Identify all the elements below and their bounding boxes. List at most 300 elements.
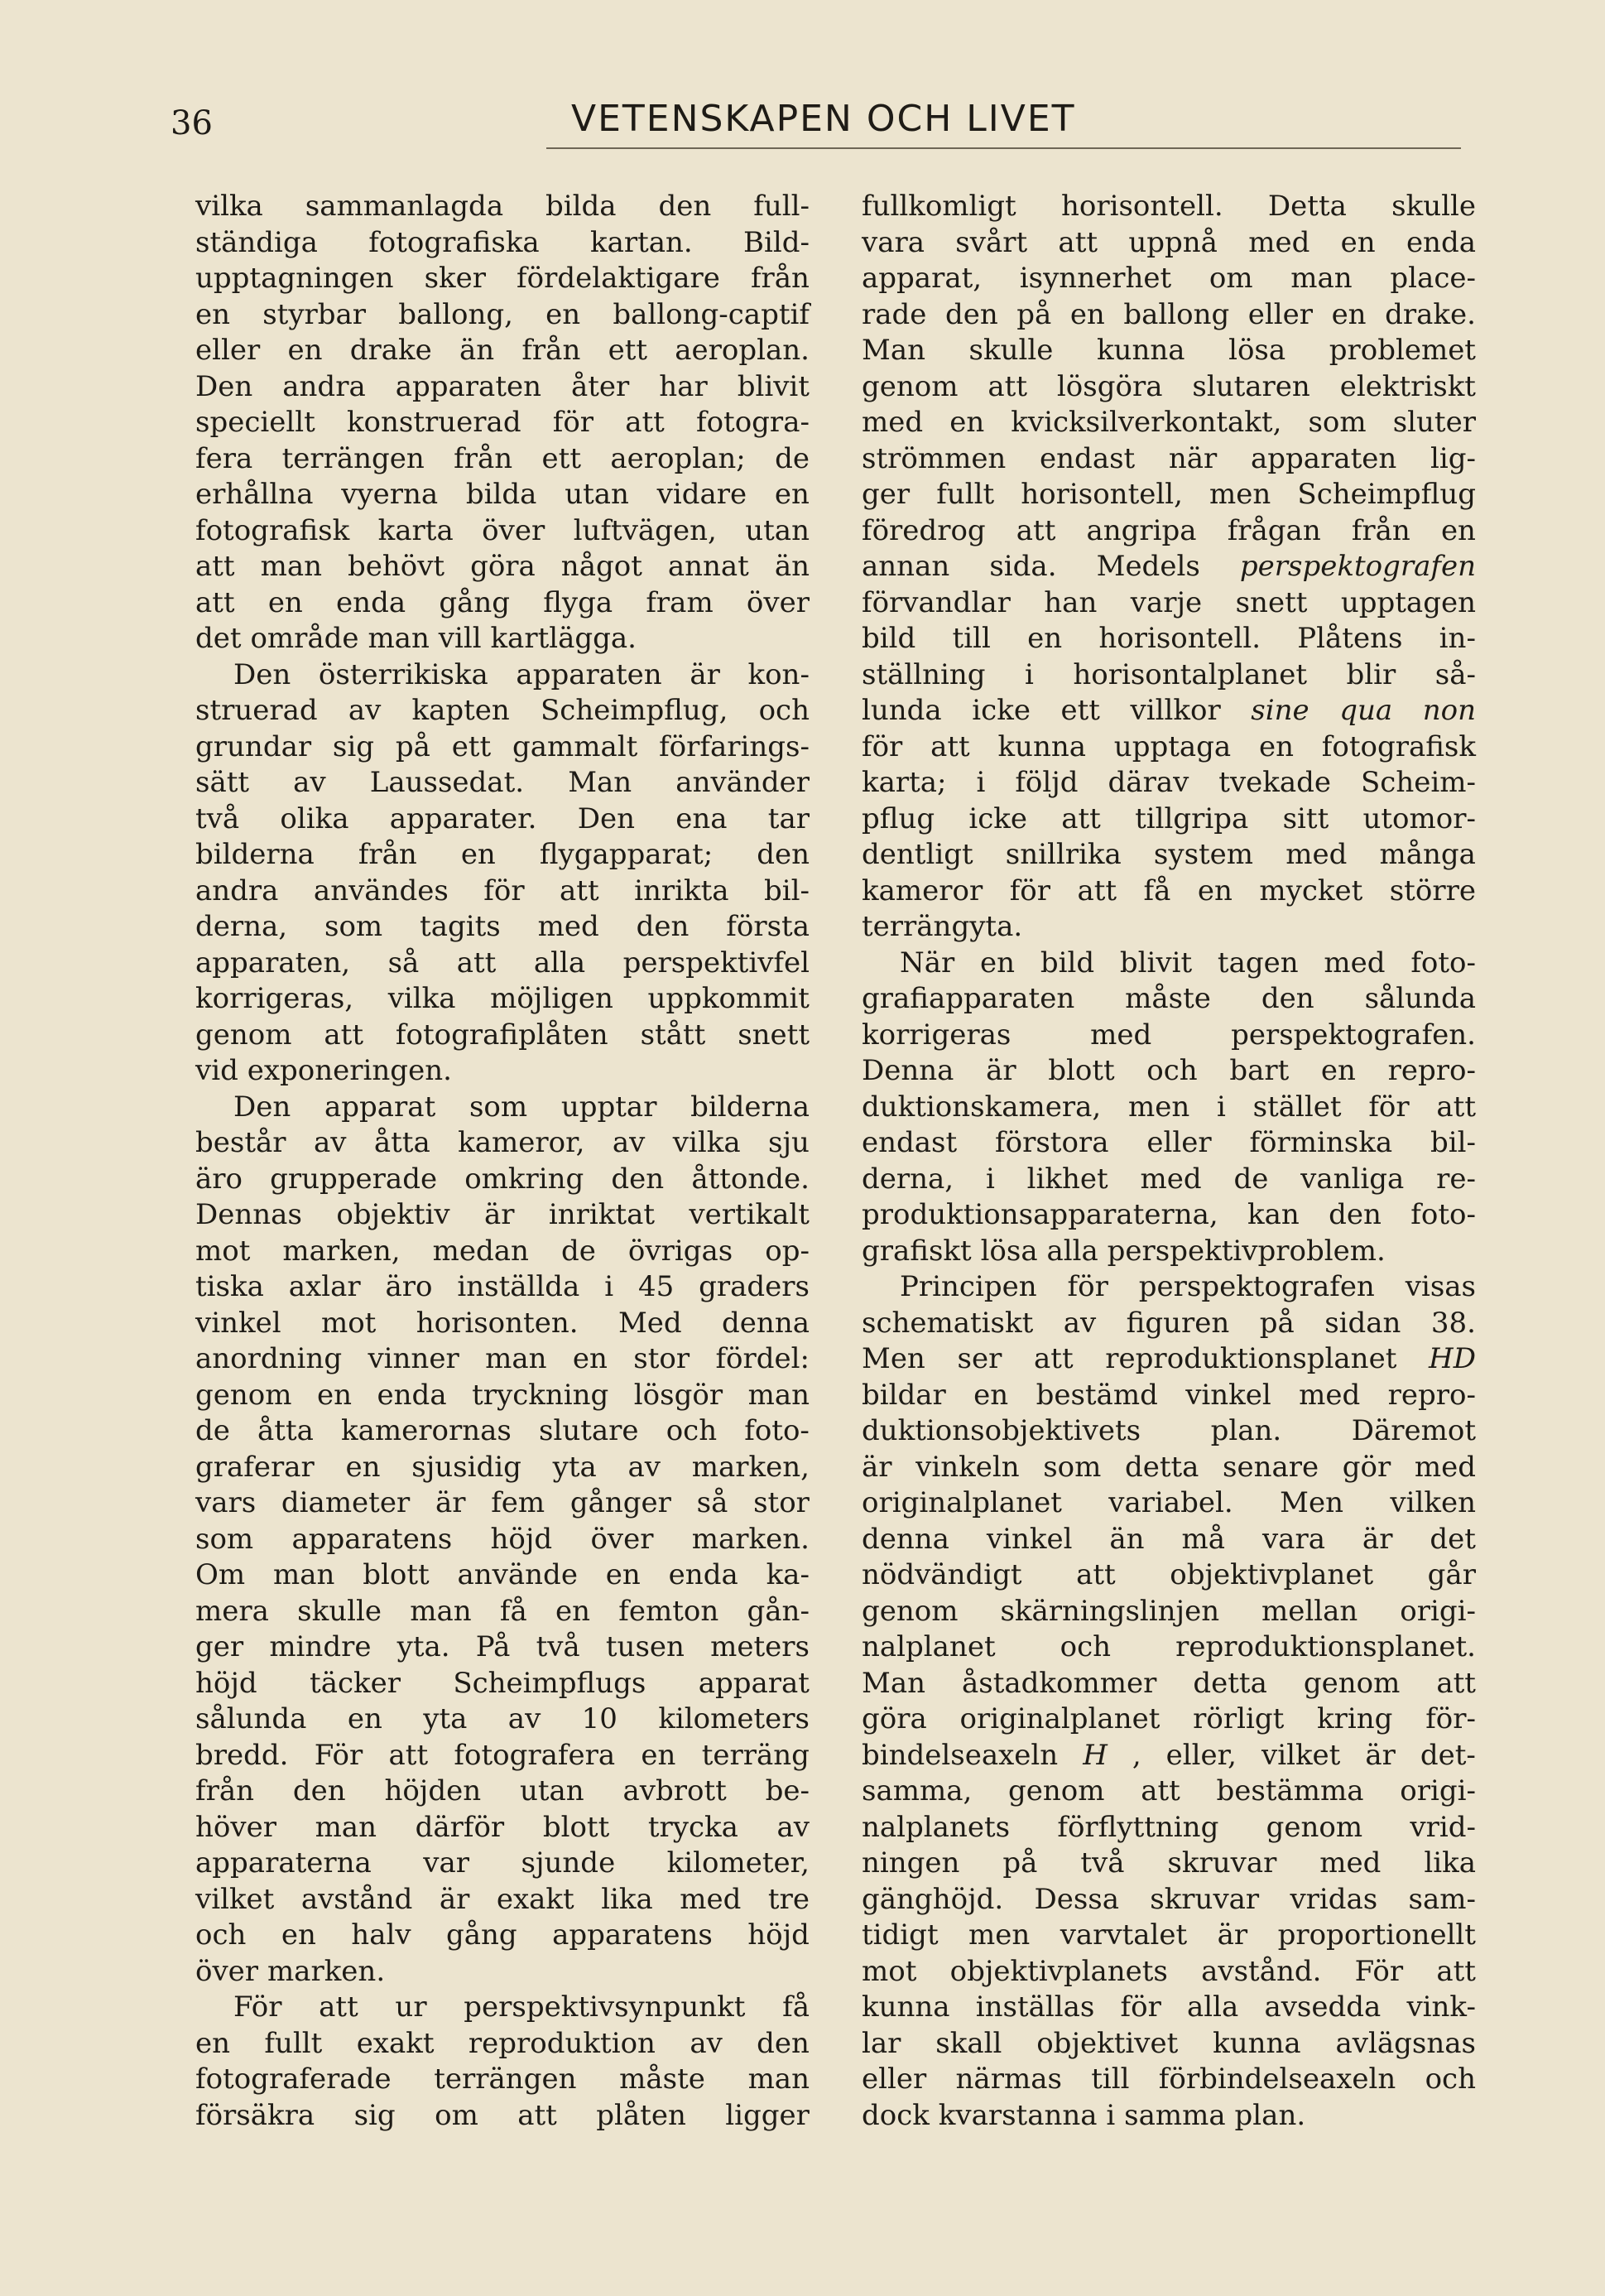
word: få: [782, 1990, 810, 2024]
word: horisonten.: [416, 1306, 579, 1340]
text-line: [195, 1738, 810, 1774]
word: som: [1043, 1450, 1102, 1484]
text-line: [862, 909, 1476, 946]
word: förflyttning: [1057, 1810, 1219, 1844]
word: yta: [423, 1702, 468, 1735]
word: bilda: [465, 478, 537, 511]
text-line: [195, 657, 810, 694]
word: från: [750, 262, 810, 295]
text-line: [862, 1413, 1476, 1450]
text-line: [195, 729, 810, 766]
word: och: [195, 1918, 247, 1952]
word: inrikta: [634, 874, 729, 907]
word: vinkel: [1185, 1378, 1271, 1412]
word: ett: [541, 441, 581, 475]
word: diameter: [281, 1486, 411, 1519]
word: möjligen: [490, 982, 613, 1015]
word: graders: [699, 1270, 810, 1303]
word: Om: [195, 1558, 246, 1591]
text-line: [195, 946, 810, 982]
word: vilka: [195, 190, 263, 223]
text-line: [195, 585, 810, 622]
text-line: [195, 2062, 810, 2098]
word: man: [260, 550, 322, 583]
word: originalplanet: [959, 1702, 1161, 1735]
text-line: [862, 874, 1476, 910]
word: dentligt: [862, 838, 973, 871]
text-line: [862, 297, 1476, 334]
word: detta: [1124, 1450, 1199, 1484]
word: apparaten: [395, 369, 541, 403]
word: mot: [862, 1954, 917, 1988]
word: användes: [313, 874, 449, 907]
word: vara: [862, 225, 925, 259]
word: av: [1063, 1306, 1097, 1340]
word: 45: [637, 1270, 675, 1303]
word: lika: [601, 1882, 653, 1916]
word: har: [659, 369, 708, 403]
word: schematiskt: [862, 1306, 1034, 1340]
word: stor: [633, 1342, 690, 1375]
word: att: [1141, 1774, 1180, 1807]
text-line: [195, 2098, 810, 2135]
word: må: [1181, 1522, 1226, 1556]
word: tre: [767, 1882, 810, 1916]
word: Men: [862, 1342, 925, 1375]
word: samma,: [862, 1774, 973, 1807]
word: eller: [862, 2063, 927, 2096]
word: en: [195, 2026, 231, 2060]
word: göra: [470, 550, 536, 583]
word: ligger: [725, 2098, 810, 2132]
word: åter: [570, 369, 630, 403]
word: plan.: [1234, 2098, 1306, 2132]
word: avstånd.: [1201, 1954, 1322, 1988]
text-line: [195, 1557, 810, 1594]
word: aeroplan;: [610, 441, 746, 475]
word: få: [499, 1594, 527, 1628]
word: fera: [195, 441, 253, 475]
word: vink-: [1406, 1990, 1476, 2024]
word: kunna: [1096, 334, 1185, 367]
word: derna,: [195, 910, 288, 943]
word: apparaten,: [195, 946, 351, 980]
word: mot: [320, 1306, 377, 1340]
word: exakt: [496, 1882, 574, 1916]
word: över: [482, 513, 545, 547]
text-line: [862, 225, 1476, 262]
word: den: [757, 838, 810, 871]
word: den: [658, 190, 712, 223]
text-line: [862, 1702, 1476, 1738]
word: stått: [640, 1018, 706, 1052]
word: därav: [1108, 766, 1189, 799]
word: en: [1440, 513, 1476, 547]
word: bart: [1229, 1054, 1290, 1087]
word: höjden: [384, 1774, 482, 1807]
word: lar: [862, 2026, 901, 2060]
word: det: [1430, 1522, 1476, 1556]
word: styrbar: [262, 297, 367, 331]
word: sålunda: [1364, 982, 1476, 1015]
word: till: [952, 622, 991, 655]
word: av: [627, 1450, 661, 1484]
text-line: [195, 909, 810, 946]
text-line: [862, 513, 1476, 550]
word: höver: [195, 1810, 276, 1844]
word: försäkra: [195, 2098, 315, 2132]
word: skulle: [968, 334, 1054, 367]
word: origi-: [1400, 1594, 1476, 1628]
word: Detta: [1267, 190, 1347, 223]
word: än: [1109, 1522, 1145, 1556]
word: få: [1143, 874, 1171, 907]
word: vrid-: [1410, 1810, 1476, 1844]
word: att: [930, 729, 970, 763]
word: samma: [1124, 2098, 1226, 2132]
word: På: [475, 1630, 511, 1663]
word: strömmen: [862, 441, 1007, 475]
text-line: [862, 477, 1476, 513]
word: objektiv: [336, 1198, 450, 1231]
word: åtta: [373, 1126, 430, 1159]
word: genom: [862, 369, 959, 403]
word: 10: [581, 1702, 617, 1735]
word: med: [1324, 946, 1386, 980]
word: tagits: [420, 910, 501, 943]
word: stor: [753, 1486, 810, 1519]
word: sitt: [1282, 801, 1329, 835]
word: grupperade: [270, 1162, 438, 1196]
word: Den: [195, 369, 253, 403]
word: vid: [195, 1054, 238, 1087]
text-line: [195, 621, 810, 657]
word: med: [1140, 1162, 1202, 1196]
word: slutaren: [1192, 369, 1310, 403]
word: att: [1061, 801, 1101, 835]
word: en: [545, 297, 581, 331]
word: perspektografen: [1239, 550, 1476, 583]
word: den: [1261, 982, 1314, 1015]
word: fotografisk: [1321, 729, 1476, 763]
word: vinkel: [986, 1522, 1073, 1556]
word: duktionsobjektivets: [862, 1414, 1141, 1447]
text-line: [195, 1594, 810, 1630]
word: med: [1285, 838, 1348, 871]
word: struerad: [195, 694, 318, 727]
word: kan: [1247, 1198, 1300, 1231]
text-line: [862, 1234, 1476, 1270]
word: andra: [282, 369, 366, 403]
word: i: [1025, 657, 1034, 691]
text-line: [195, 549, 810, 585]
word: HD: [1429, 1342, 1476, 1375]
word: derna,: [862, 1162, 954, 1196]
word: denna: [862, 1522, 949, 1556]
text-line: [862, 1738, 1476, 1774]
word: åstadkommer: [962, 1666, 1157, 1700]
word: genom: [862, 1594, 959, 1628]
word: perspektivfel: [622, 946, 810, 980]
text-line: [195, 1774, 810, 1810]
word: kunna: [997, 729, 1087, 763]
word: en: [572, 1342, 608, 1375]
word: men: [1127, 1090, 1190, 1124]
word: av: [690, 2026, 723, 2060]
word: produktionsapparaterna,: [862, 1198, 1218, 1231]
word: han: [1044, 585, 1098, 619]
text-line: [862, 2098, 1476, 2135]
word: place-: [1390, 262, 1476, 295]
word: av: [313, 1126, 347, 1159]
word: man: [272, 1558, 335, 1591]
word: apparaten: [1251, 441, 1397, 475]
word: slutare: [539, 1414, 639, 1447]
word: yta.: [396, 1630, 450, 1663]
word: att: [456, 946, 497, 980]
word: bindelseaxeln: [862, 1738, 1059, 1772]
word: sig: [332, 729, 375, 763]
word: österrikiska: [318, 657, 488, 691]
word: än: [459, 334, 495, 367]
word: man: [315, 1810, 377, 1844]
word: aeroplan.: [675, 334, 810, 367]
text-line: [195, 1954, 810, 1990]
word: enda: [377, 1378, 447, 1412]
word: för: [483, 874, 525, 907]
word: medan: [432, 1234, 529, 1268]
word: plåten: [596, 2098, 686, 2132]
word: ställning: [862, 657, 986, 691]
text-line: [862, 729, 1476, 766]
word: reproduktion: [468, 2026, 656, 2060]
word: från: [358, 838, 417, 871]
word: genom: [1266, 1810, 1363, 1844]
word: tryckning: [472, 1378, 609, 1412]
word: lösgör: [633, 1378, 723, 1412]
word: är: [1362, 1522, 1393, 1556]
word: skruvar: [1167, 1846, 1277, 1880]
word: När: [900, 946, 955, 980]
word: fördel:: [715, 1342, 810, 1375]
word: fram: [646, 585, 714, 619]
word: ballong-captif: [613, 297, 810, 331]
word: fotografiplåten: [395, 1018, 608, 1052]
word: äro: [385, 1270, 433, 1303]
word: ger: [195, 1630, 244, 1663]
text-line: [195, 1629, 810, 1666]
word: den: [611, 1162, 665, 1196]
word: genom: [1303, 1666, 1401, 1700]
word: marken.: [691, 1522, 810, 1556]
word: ena: [675, 801, 728, 835]
word: vinner: [368, 1342, 459, 1375]
word: eller: [1247, 297, 1314, 331]
word: för-: [1425, 1702, 1476, 1735]
word: foto-: [1410, 946, 1476, 980]
word: sine: [1251, 694, 1309, 727]
word: vara: [1261, 1522, 1325, 1556]
word: reproduktionsplanet: [1105, 1342, 1397, 1375]
word: marken.: [267, 1954, 386, 1988]
word: luftvägen,: [573, 513, 717, 547]
word: annan: [862, 550, 950, 583]
word: graferar: [195, 1450, 315, 1484]
word: gång: [445, 1918, 517, 1952]
word: apparaten: [516, 657, 662, 691]
word: använder: [675, 766, 810, 799]
word: marken,: [691, 1450, 810, 1484]
header-rule: [546, 147, 1461, 149]
word: behövt: [347, 550, 445, 583]
word: man: [410, 1594, 472, 1628]
word: den: [944, 297, 998, 331]
word: var: [423, 1846, 470, 1880]
word: vilket: [195, 1882, 275, 1916]
word: i: [1106, 2098, 1116, 2132]
word: på: [1002, 1846, 1038, 1880]
text-line: [195, 369, 810, 406]
word: från: [521, 334, 581, 367]
word: att: [1436, 1666, 1476, 1700]
word: konstruerad: [346, 406, 521, 439]
text-line: [862, 1162, 1476, 1198]
word: äro: [195, 1162, 243, 1196]
word: övrigas: [627, 1234, 733, 1268]
word: lika: [1424, 1846, 1476, 1880]
word: lösa: [1228, 334, 1286, 367]
text-line: [195, 693, 810, 729]
text-line: [862, 1774, 1476, 1810]
word: med: [680, 1882, 742, 1916]
word: För: [1354, 1954, 1404, 1988]
word: sida.: [989, 550, 1057, 583]
word: likhet: [1026, 1162, 1108, 1196]
word: fullkomligt: [862, 190, 1016, 223]
word: nödvändigt: [862, 1558, 1022, 1591]
word: utomor-: [1362, 801, 1476, 835]
word: sig: [353, 2098, 396, 2132]
word: flygapparat;: [539, 838, 714, 871]
word: snett: [1235, 585, 1308, 619]
text-line: [862, 1846, 1476, 1882]
text-line: [862, 1810, 1476, 1846]
word: så: [387, 946, 420, 980]
word: så: [696, 1486, 728, 1519]
word: är: [435, 1486, 466, 1519]
word: sidan: [1324, 1306, 1401, 1340]
word: H: [1083, 1738, 1108, 1772]
word: som: [1308, 406, 1367, 439]
word: om: [1209, 262, 1253, 295]
text-line: [862, 261, 1476, 297]
word: blott: [363, 1558, 430, 1591]
word: drake: [349, 334, 432, 367]
word: ningen: [862, 1846, 960, 1880]
word: Medels: [1096, 550, 1200, 583]
text-line: [862, 1954, 1476, 1990]
word: dock: [862, 2098, 930, 2132]
word: vinkeln: [915, 1450, 1020, 1484]
word: system: [1153, 838, 1254, 871]
word: Den: [233, 1090, 291, 1124]
word: be-: [765, 1774, 810, 1807]
word: att: [324, 1018, 364, 1052]
word: består: [195, 1126, 286, 1159]
word: objektivplanets: [949, 1954, 1168, 1988]
word: tidigt: [862, 1918, 939, 1952]
word: för: [1067, 1270, 1108, 1303]
word: uppkommit: [647, 982, 810, 1015]
text-line: [862, 1629, 1476, 1666]
word: gån-: [747, 1594, 810, 1628]
word: man: [747, 2063, 810, 2096]
word: bredd.: [195, 1738, 289, 1772]
left-column: [195, 189, 810, 2134]
word: ballong: [1123, 297, 1230, 331]
text-line: [195, 1485, 810, 1522]
word: blir: [1346, 657, 1396, 691]
word: villkor: [1130, 694, 1221, 727]
word: kapten: [411, 694, 510, 727]
word: vyerna: [341, 478, 439, 511]
word: icke: [972, 694, 1031, 727]
word: Men: [1280, 1486, 1343, 1519]
text-line: [195, 189, 810, 225]
word: att: [625, 406, 665, 439]
word: skruvar: [1150, 1882, 1260, 1916]
text-line: [195, 765, 810, 801]
word: alla: [1046, 1234, 1098, 1268]
word: är: [1365, 1738, 1396, 1772]
word: bilda: [545, 190, 617, 223]
word: endast: [1040, 441, 1136, 475]
word: föredrog: [862, 513, 986, 547]
word: i: [985, 1162, 995, 1196]
word: bild: [1040, 946, 1095, 980]
word: en: [267, 585, 303, 619]
word: den: [292, 1774, 346, 1807]
word: av: [507, 1702, 541, 1735]
word: för: [1368, 1090, 1410, 1124]
word: alla: [1186, 1990, 1239, 2024]
word: sjusidig: [411, 1450, 521, 1484]
text-line: [862, 837, 1476, 874]
word: är: [986, 1054, 1016, 1087]
word: att: [517, 2098, 557, 2132]
word: repro-: [1387, 1378, 1476, 1412]
word: apparat,: [862, 262, 983, 295]
word: ett: [1060, 694, 1100, 727]
word: kvicksilverkontakt,: [1011, 406, 1282, 439]
word: mycket: [1259, 874, 1363, 907]
word: Scheimpflugs: [453, 1666, 646, 1700]
word: lig-: [1430, 441, 1476, 475]
word: Dennas: [195, 1198, 302, 1231]
word: Principen: [900, 1270, 1037, 1303]
word: en: [317, 1378, 353, 1412]
word: en: [980, 946, 1016, 980]
word: tiska: [195, 1270, 264, 1303]
word: rade: [862, 297, 927, 331]
word: gör: [1342, 1450, 1391, 1484]
word: man: [1290, 262, 1353, 295]
word: de: [195, 1414, 230, 1447]
word: sluter: [1392, 406, 1476, 439]
text-line: [862, 1018, 1476, 1054]
word: av: [293, 766, 326, 799]
word: Den: [577, 801, 635, 835]
